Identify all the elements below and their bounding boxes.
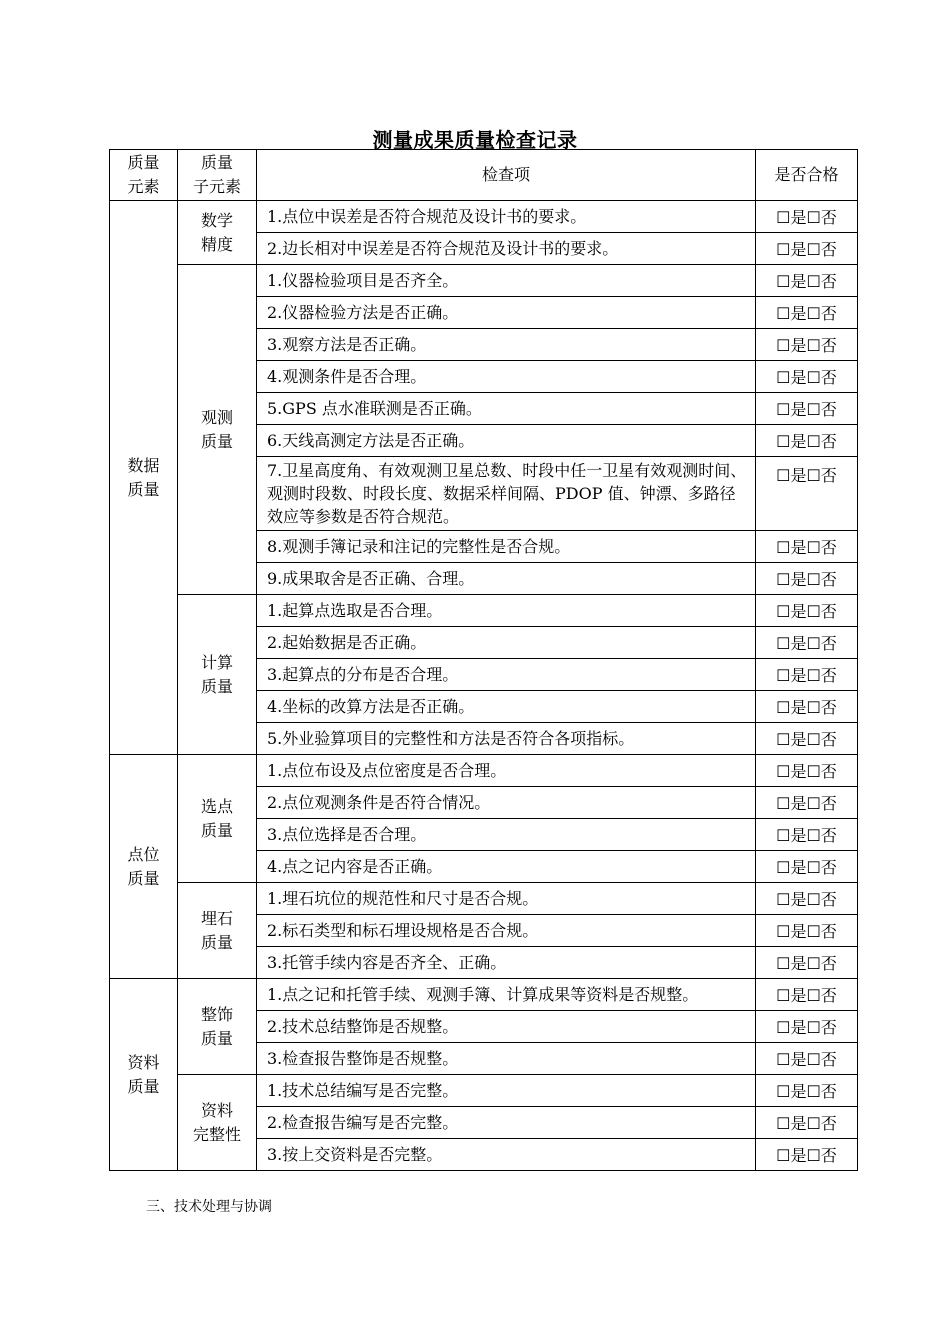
quality-subelement-label: 计算: [200, 652, 233, 672]
quality-subelement-label: 质量: [200, 932, 233, 952]
quality-subelement-label: 观测: [200, 407, 233, 427]
pass-fail-checkbox-group[interactable]: ☐是☐否: [756, 883, 858, 915]
check-item: 1.点之记和托管手续、观测手簿、计算成果等资料是否规整。: [257, 979, 756, 1011]
check-item: 2.点位观测条件是否符合情况。: [257, 787, 756, 819]
quality-element-label: 质量: [127, 1076, 160, 1096]
check-item: 3.点位选择是否合理。: [257, 819, 756, 851]
pass-fail-checkbox-group[interactable]: ☐是☐否: [756, 201, 858, 233]
pass-fail-checkbox-group[interactable]: ☐是☐否: [756, 563, 858, 595]
quality-subelement-label: 埋石: [200, 908, 233, 928]
check-item: 1.埋石坑位的规范性和尺寸是否合规。: [257, 883, 756, 915]
header-result: 是否合格: [756, 150, 858, 201]
check-item: 4.观测条件是否合理。: [257, 361, 756, 393]
pass-fail-checkbox-group[interactable]: ☐是☐否: [756, 627, 858, 659]
pass-fail-checkbox-group[interactable]: ☐是☐否: [756, 297, 858, 329]
pass-fail-checkbox-group[interactable]: ☐是☐否: [756, 233, 858, 265]
pass-fail-checkbox-group[interactable]: ☐是☐否: [756, 755, 858, 787]
table-row: [110, 883, 858, 915]
check-item: 1.仪器检验项目是否齐全。: [257, 265, 756, 297]
check-item: 2.起始数据是否正确。: [257, 627, 756, 659]
quality-subelement-label: 资料: [200, 1100, 233, 1120]
quality-subelement-label: 完整性: [192, 1124, 241, 1144]
quality-subelement-label: 质量: [200, 676, 233, 696]
quality-subelement-cell: [178, 755, 257, 883]
check-item: 1.点位布设及点位密度是否合理。: [257, 755, 756, 787]
check-item: 3.按上交资料是否完整。: [257, 1139, 756, 1171]
table-body: [110, 201, 858, 1171]
check-item: 9.成果取舍是否正确、合理。: [257, 563, 756, 595]
quality-element-cell: [110, 755, 178, 979]
quality-element-label: 质量: [127, 868, 160, 888]
check-item: 4.坐标的改算方法是否正确。: [257, 691, 756, 723]
quality-check-table: [109, 149, 858, 1171]
check-item: 4.点之记内容是否正确。: [257, 851, 756, 883]
check-item: 2.标石类型和标石埋设规格是否合规。: [257, 915, 756, 947]
table-row: [110, 755, 858, 787]
quality-element-label: 数据: [127, 455, 160, 475]
pass-fail-checkbox-group[interactable]: ☐是☐否: [756, 819, 858, 851]
check-item: 1.起算点选取是否合理。: [257, 595, 756, 627]
quality-subelement-cell: [178, 265, 257, 595]
quality-element-label: 点位: [127, 844, 160, 864]
check-item: 1.点位中误差是否符合规范及设计书的要求。: [257, 201, 756, 233]
check-item: 3.起算点的分布是否合理。: [257, 659, 756, 691]
page-title: 测量成果质量检查记录: [372, 128, 578, 152]
pass-fail-checkbox-group[interactable]: ☐是☐否: [756, 915, 858, 947]
table-row: [110, 265, 858, 297]
quality-subelement-label: 质量: [200, 431, 233, 451]
quality-subelement-label: 质量: [200, 1028, 233, 1048]
pass-fail-checkbox-group[interactable]: ☐是☐否: [756, 1139, 858, 1171]
pass-fail-checkbox-group[interactable]: ☐是☐否: [756, 393, 858, 425]
header-subelement: 质量 子元素: [178, 150, 257, 201]
quality-element-label: 质量: [127, 479, 160, 499]
table-row: [110, 201, 858, 233]
pass-fail-checkbox-group[interactable]: ☐是☐否: [756, 1011, 858, 1043]
pass-fail-checkbox-group[interactable]: ☐是☐否: [756, 979, 858, 1011]
quality-subelement-label: 选点: [200, 796, 233, 816]
quality-subelement-cell: [178, 1075, 257, 1171]
header-element: 质量 元素: [110, 150, 178, 201]
check-item: 1.技术总结编写是否完整。: [257, 1075, 756, 1107]
pass-fail-checkbox-group[interactable]: ☐是☐否: [756, 1107, 858, 1139]
pass-fail-checkbox-group[interactable]: ☐是☐否: [756, 1043, 858, 1075]
quality-subelement-label: 质量: [200, 820, 233, 840]
quality-element-cell: [110, 979, 178, 1171]
pass-fail-checkbox-group[interactable]: ☐是☐否: [756, 691, 858, 723]
check-item: 3.观察方法是否正确。: [257, 329, 756, 361]
pass-fail-checkbox-group[interactable]: ☐是☐否: [756, 531, 858, 563]
check-item: 3.托管手续内容是否齐全、正确。: [257, 947, 756, 979]
pass-fail-checkbox-group[interactable]: ☐是☐否: [756, 457, 858, 531]
check-item: 2.仪器检验方法是否正确。: [257, 297, 756, 329]
pass-fail-checkbox-group[interactable]: ☐是☐否: [756, 595, 858, 627]
quality-subelement-label: 整饰: [200, 1004, 233, 1024]
quality-subelement-label: 精度: [200, 234, 233, 254]
check-item: 2.检查报告编写是否完整。: [257, 1107, 756, 1139]
check-item: 6.天线高测定方法是否正确。: [257, 425, 756, 457]
pass-fail-checkbox-group[interactable]: ☐是☐否: [756, 947, 858, 979]
quality-subelement-cell: [178, 883, 257, 979]
pass-fail-checkbox-group[interactable]: ☐是☐否: [756, 659, 858, 691]
section-heading: 三、技术处理与协调: [146, 1199, 272, 1215]
check-item: 5.外业验算项目的完整性和方法是否符合各项指标。: [257, 723, 756, 755]
quality-subelement-cell: [178, 595, 257, 755]
pass-fail-checkbox-group[interactable]: ☐是☐否: [756, 425, 858, 457]
table-header-row: [110, 150, 858, 201]
table-row: [110, 1075, 858, 1107]
check-item: 2.技术总结整饰是否规整。: [257, 1011, 756, 1043]
pass-fail-checkbox-group[interactable]: ☐是☐否: [756, 329, 858, 361]
check-item: 8.观测手簿记录和注记的完整性是否合规。: [257, 531, 756, 563]
pass-fail-checkbox-group[interactable]: ☐是☐否: [756, 851, 858, 883]
check-item: 2.边长相对中误差是否符合规范及设计书的要求。: [257, 233, 756, 265]
pass-fail-checkbox-group[interactable]: ☐是☐否: [756, 1075, 858, 1107]
pass-fail-checkbox-group[interactable]: ☐是☐否: [756, 787, 858, 819]
quality-subelement-label: 数学: [200, 210, 233, 230]
header-item: 检查项: [257, 150, 756, 201]
table-row: [110, 979, 858, 1011]
pass-fail-checkbox-group[interactable]: ☐是☐否: [756, 361, 858, 393]
quality-element-label: 资料: [127, 1052, 160, 1072]
pass-fail-checkbox-group[interactable]: ☐是☐否: [756, 723, 858, 755]
quality-subelement-cell: [178, 201, 257, 265]
check-item: 3.检查报告整饰是否规整。: [257, 1043, 756, 1075]
pass-fail-checkbox-group[interactable]: ☐是☐否: [756, 265, 858, 297]
check-item: 7.卫星高度角、有效观测卫星总数、时段中任一卫星有效观测时间、观测时段数、时段长度、数据采样间隔、PDOP 值、钟漂、多路径效应等参数是否符合规范。: [257, 457, 756, 531]
table-row: [110, 595, 858, 627]
quality-element-cell: [110, 201, 178, 755]
quality-subelement-cell: [178, 979, 257, 1075]
check-item: 5.GPS 点水准联测是否正确。: [257, 393, 756, 425]
